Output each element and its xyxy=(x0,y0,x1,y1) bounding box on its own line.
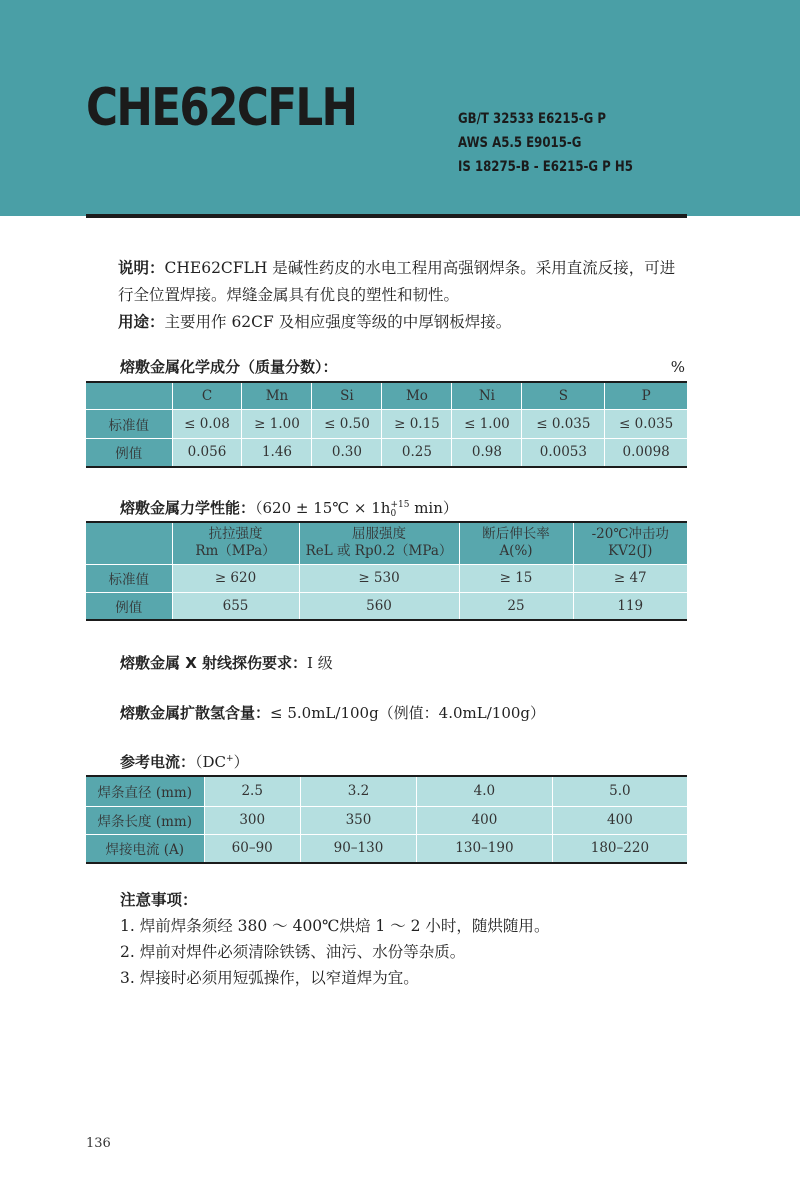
table-cell: ≤ 0.035 xyxy=(522,409,605,438)
row-label: 焊条长度 (mm) xyxy=(86,806,204,834)
table-cell: 350 xyxy=(300,806,416,834)
current-table xyxy=(86,775,687,864)
row-label: 例值 xyxy=(86,592,172,620)
table-cell: ≤ 0.035 xyxy=(605,409,687,438)
table-row xyxy=(86,438,687,467)
chem-section-title: 熔敷金属化学成分（质量分数）： xyxy=(120,358,338,376)
notes-title: 注意事项： xyxy=(120,891,198,909)
notes-section xyxy=(120,887,549,991)
table-cell: ≥ 620 xyxy=(172,564,299,592)
chem-col-p: P xyxy=(605,382,687,409)
usage-label: 用途： xyxy=(118,313,165,331)
table-cell: 655 xyxy=(172,592,299,620)
table-cell: ≥ 47 xyxy=(573,564,687,592)
current-section-title: 参考电流：（DC+） xyxy=(120,753,249,771)
table-cell: 5.0 xyxy=(552,776,687,806)
chem-col-s: S xyxy=(522,382,605,409)
table-cell: 130–190 xyxy=(417,834,553,863)
row-label: 标准值 xyxy=(86,564,172,592)
chem-header-row xyxy=(86,382,687,409)
chem-col-mo: Mo xyxy=(382,382,452,409)
table-row xyxy=(86,806,687,834)
hydrogen-content: 熔敷金属扩散氢含量：≤ 5.0mL/100g（例值：4.0mL/100g） xyxy=(120,704,546,722)
table-cell: 25 xyxy=(459,592,573,620)
table-cell: 0.056 xyxy=(172,438,242,467)
mech-header-row xyxy=(86,522,687,564)
mech-section-title: 熔敷金属力学性能：（620 ± 15℃ × 1h +15 0 min） xyxy=(120,499,458,519)
table-cell: ≥ 1.00 xyxy=(242,409,312,438)
table-cell: 119 xyxy=(573,592,687,620)
mech-col-elongation: 断后伸长率 A(%) xyxy=(459,522,573,564)
table-cell: ≥ 15 xyxy=(459,564,573,592)
row-label: 焊条直径 (mm) xyxy=(86,776,204,806)
table-cell: 0.98 xyxy=(452,438,522,467)
list-item: 2. 焊前对焊件必须清除铁锈、油污、水份等杂质。 xyxy=(120,943,466,961)
list-item: 3. 焊接时必须用短弧操作，以窄道焊为宜。 xyxy=(120,969,419,987)
table-cell: 180–220 xyxy=(552,834,687,863)
mech-table xyxy=(86,521,687,621)
table-cell: 400 xyxy=(552,806,687,834)
table-row xyxy=(86,564,687,592)
chem-col-c: C xyxy=(172,382,242,409)
table-cell: 0.25 xyxy=(382,438,452,467)
description-label: 说明： xyxy=(118,259,165,277)
product-title: CHE62CFLH xyxy=(86,78,357,138)
row-label: 标准值 xyxy=(86,409,172,438)
row-label: 例值 xyxy=(86,438,172,467)
chem-col-si: Si xyxy=(312,382,382,409)
mech-col-tensile: 抗拉强度 Rm（MPa） xyxy=(172,522,299,564)
table-cell: 2.5 xyxy=(204,776,300,806)
chem-unit: % xyxy=(670,358,685,376)
chem-col-ni: Ni xyxy=(452,382,522,409)
table-cell: ≥ 530 xyxy=(299,564,459,592)
table-row xyxy=(86,834,687,863)
standard-gb: GB/T 32533 E6215-G P xyxy=(458,111,607,127)
table-cell: 560 xyxy=(299,592,459,620)
table-cell: 400 xyxy=(417,806,553,834)
row-label: 焊接电流 (A) xyxy=(86,834,204,863)
description-text: CHE62CFLH 是碱性药皮的水电工程用高强钢焊条。采用直流反接，可进行全位置焊接。焊缝金属具有优良的塑性和韧性。 xyxy=(118,259,676,304)
table-row xyxy=(86,409,687,438)
table-cell: 60–90 xyxy=(204,834,300,863)
chem-col-mn: Mn xyxy=(242,382,312,409)
header-rule xyxy=(86,214,687,218)
table-cell: ≤ 0.08 xyxy=(172,409,242,438)
mech-col-impact: -20℃冲击功 KV2(J) xyxy=(573,522,687,564)
table-cell: 0.0098 xyxy=(605,438,687,467)
table-cell: 4.0 xyxy=(417,776,553,806)
table-row xyxy=(86,776,687,806)
table-cell: ≤ 1.00 xyxy=(452,409,522,438)
standard-aws: AWS A5.5 E9015-G xyxy=(458,135,582,151)
chem-table xyxy=(86,381,687,468)
page-number: 136 xyxy=(86,1136,111,1151)
standards-list xyxy=(458,107,633,179)
mech-col-yield: 屈服强度 ReL 或 Rp0.2（MPa） xyxy=(299,522,459,564)
usage-text: 主要用作 62CF 及相应强度等级的中厚钢板焊接。 xyxy=(164,313,512,331)
table-cell: ≤ 0.50 xyxy=(312,409,382,438)
table-cell: 90–130 xyxy=(300,834,416,863)
description-paragraph xyxy=(86,255,690,336)
standard-is: IS 18275-B - E6215-G P H5 xyxy=(458,159,633,175)
table-cell: 3.2 xyxy=(300,776,416,806)
list-item: 1. 焊前焊条须经 380 ～ 400℃烘焙 1 ～ 2 小时，随烘随用。 xyxy=(120,917,550,935)
table-cell: 0.30 xyxy=(312,438,382,467)
xray-requirement: 熔敷金属 X 射线探伤要求：I 级 xyxy=(120,654,333,672)
table-cell: 1.46 xyxy=(242,438,312,467)
table-cell: 0.0053 xyxy=(522,438,605,467)
table-cell: 300 xyxy=(204,806,300,834)
table-cell: ≥ 0.15 xyxy=(382,409,452,438)
table-row xyxy=(86,592,687,620)
